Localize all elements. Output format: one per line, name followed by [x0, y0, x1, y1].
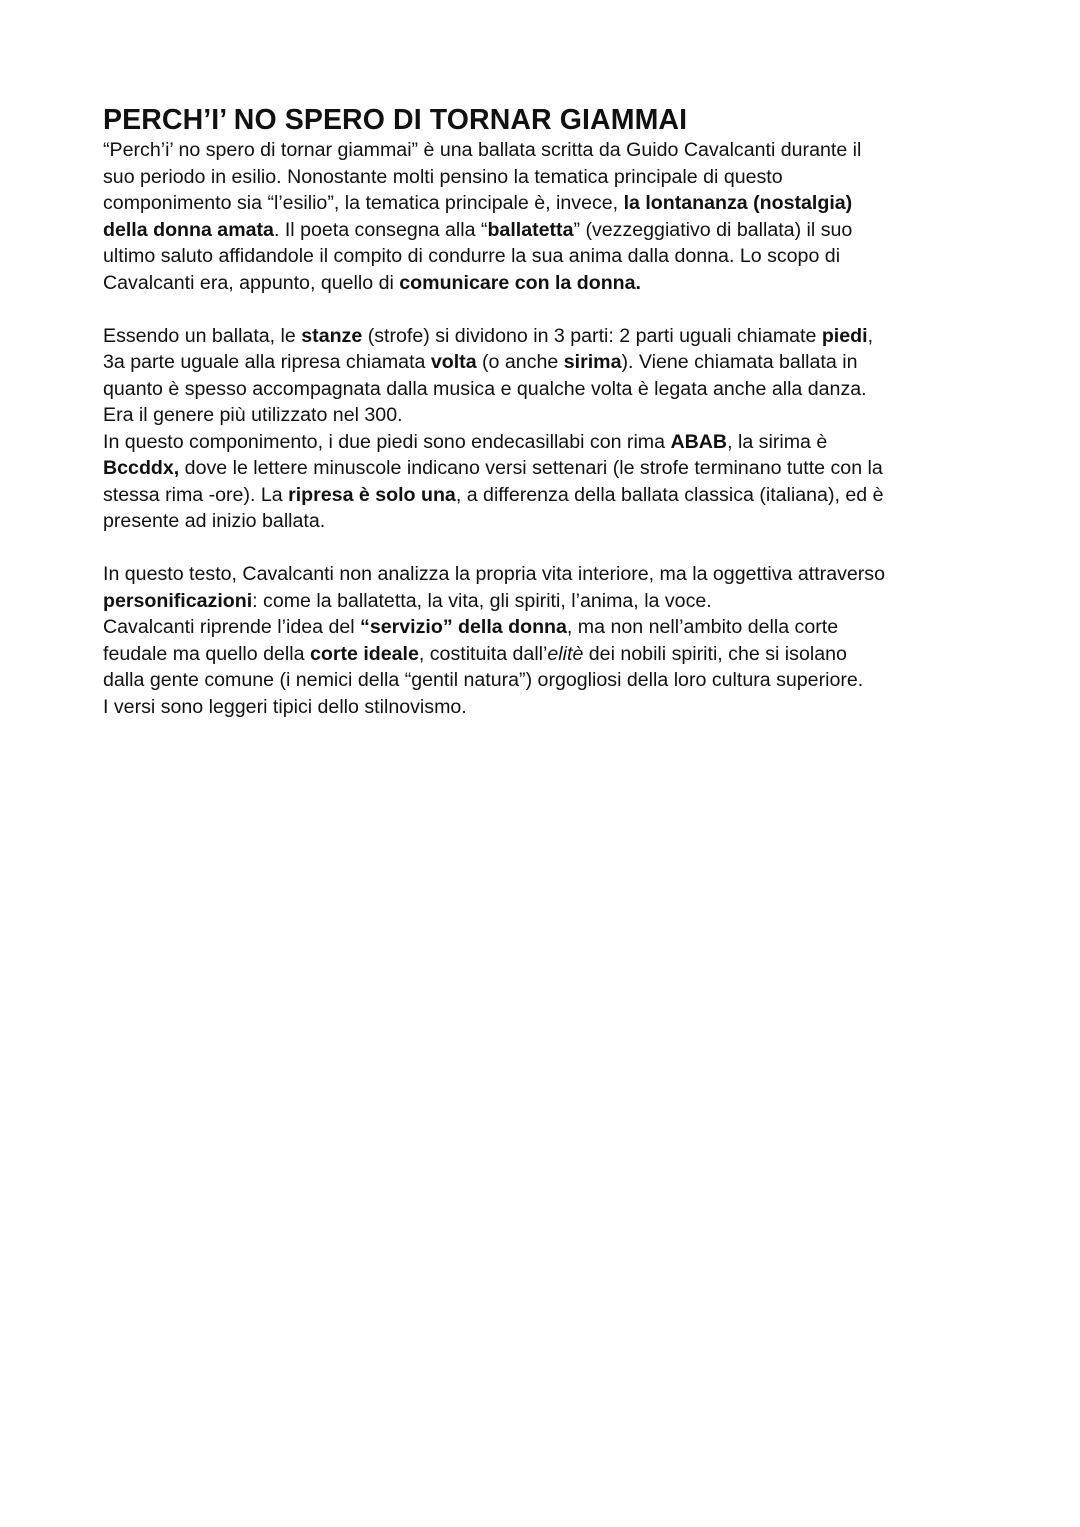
- document-page: [103, 104, 1003, 720]
- text-run: feudale ma quello della: [103, 642, 310, 665]
- text-run: , ma non nell’ambito della corte: [566, 616, 839, 638]
- bold-text: corte ideale: [309, 642, 419, 665]
- text-run: (strofe) si dividono in 3 parti: 2 parti uguali chiamate: [362, 324, 822, 347]
- text-run: quanto è spesso accompagnata dalla musica e qualche volta è legata anche alla danza.: [103, 377, 867, 400]
- text-run: Cavalcanti era, appunto, quello di: [103, 271, 400, 294]
- text-line: [103, 694, 1003, 721]
- italic-text: elitè: [547, 642, 584, 665]
- text-line: [103, 349, 1003, 376]
- text-line: [103, 402, 1003, 429]
- text-line: [103, 243, 1003, 270]
- bold-text: stanze: [301, 324, 363, 347]
- text-line: [103, 482, 1003, 509]
- text-run: Essendo un ballata, le: [103, 324, 302, 347]
- text-run: dalla gente comune (i nemici della “gentil natura”) orgogliosi della loro cultura superiore.: [103, 669, 864, 691]
- text-run: , costituita dall’: [418, 642, 548, 665]
- bold-text: Bccddx,: [103, 457, 180, 479]
- text-run: stessa rima -ore). La: [103, 483, 289, 506]
- text-line: [103, 588, 1003, 615]
- text-run: presente ad inizio ballata.: [103, 510, 326, 532]
- text-run: I versi sono leggeri tipici dello stilnovismo.: [103, 695, 467, 718]
- paragraph-1: [103, 137, 1003, 296]
- text-line: [103, 190, 1003, 217]
- paragraph-gap: [103, 296, 1003, 323]
- text-run: componimento sia “l’esilio”, la tematica principale è, invece,: [103, 192, 624, 214]
- text-run: suo periodo in esilio. Nonostante molti pensino la tematica principale di questo: [103, 165, 783, 188]
- text-run: Era il genere più utilizzato nel 300.: [103, 404, 403, 426]
- text-run: In questo componimento, i due piedi sono endecasillabi con rima: [103, 430, 671, 453]
- text-line: [103, 614, 1003, 641]
- bold-text: la lontananza (nostalgia): [623, 192, 853, 214]
- text-run: , la sirima è: [727, 430, 828, 453]
- document-body: [103, 137, 1003, 720]
- text-run: In questo testo, Cavalcanti non analizza la propria vita interiore, ma la oggettiva attraverso: [103, 563, 885, 585]
- text-run: dei nobili spiriti, che si isolano: [583, 642, 847, 665]
- text-line: [103, 323, 1003, 350]
- text-line: [103, 376, 1003, 403]
- text-line: [103, 641, 1003, 668]
- text-run: , a differenza della ballata classica (italiana), ed è: [455, 483, 884, 506]
- paragraph-2: [103, 323, 1003, 535]
- bold-text: ripresa è solo una: [288, 483, 456, 506]
- text-run: ultimo saluto affidandole il compito di condurre la sua anima dalla donna. Lo scopo di: [103, 245, 841, 267]
- text-line: [103, 164, 1003, 191]
- bold-text: sirima: [563, 351, 622, 373]
- text-line: [103, 429, 1003, 456]
- bold-text: della donna amata: [103, 218, 274, 241]
- document-title: PERCH’I’ NO SPERO DI TORNAR GIAMMAI: [103, 104, 688, 136]
- text-run: ). Viene chiamata ballata in: [621, 351, 858, 373]
- text-line: [103, 561, 1003, 588]
- bold-text: comunicare con la donna.: [399, 271, 641, 294]
- text-run: : come la ballatetta, la vita, gli spiriti, l’anima, la voce.: [252, 589, 712, 612]
- text-line: [103, 217, 1003, 244]
- bold-text: volta: [430, 351, 477, 373]
- bold-text: personificazioni: [103, 589, 253, 612]
- text-run: Cavalcanti riprende l’idea del: [103, 616, 361, 638]
- text-run: ” (vezzeggiativo di ballata) il suo: [573, 218, 853, 241]
- bold-text: ballatetta: [487, 218, 574, 241]
- bold-text: ABAB: [670, 430, 728, 453]
- text-run: 3a parte uguale alla ripresa chiamata: [103, 351, 431, 373]
- paragraph-3: [103, 561, 1003, 720]
- text-run: dove le lettere minuscole indicano versi settenari (le strofe terminano tutte con la: [179, 457, 883, 479]
- text-run: (o anche: [476, 351, 564, 373]
- text-line: [103, 137, 1003, 164]
- paragraph-gap: [103, 535, 1003, 562]
- bold-text: “servizio” della donna: [360, 616, 567, 638]
- text-line: [103, 455, 1003, 482]
- text-run: “Perch’i’ no spero di tornar giammai” è una ballata scritta da Guido Cavalcanti durante il: [103, 139, 862, 161]
- text-line: [103, 508, 1003, 535]
- text-run: ,: [867, 324, 874, 347]
- text-line: [103, 270, 1003, 297]
- text-line: [103, 667, 1003, 694]
- text-run: . Il poeta consegna alla “: [273, 218, 488, 241]
- bold-text: piedi: [821, 324, 868, 347]
